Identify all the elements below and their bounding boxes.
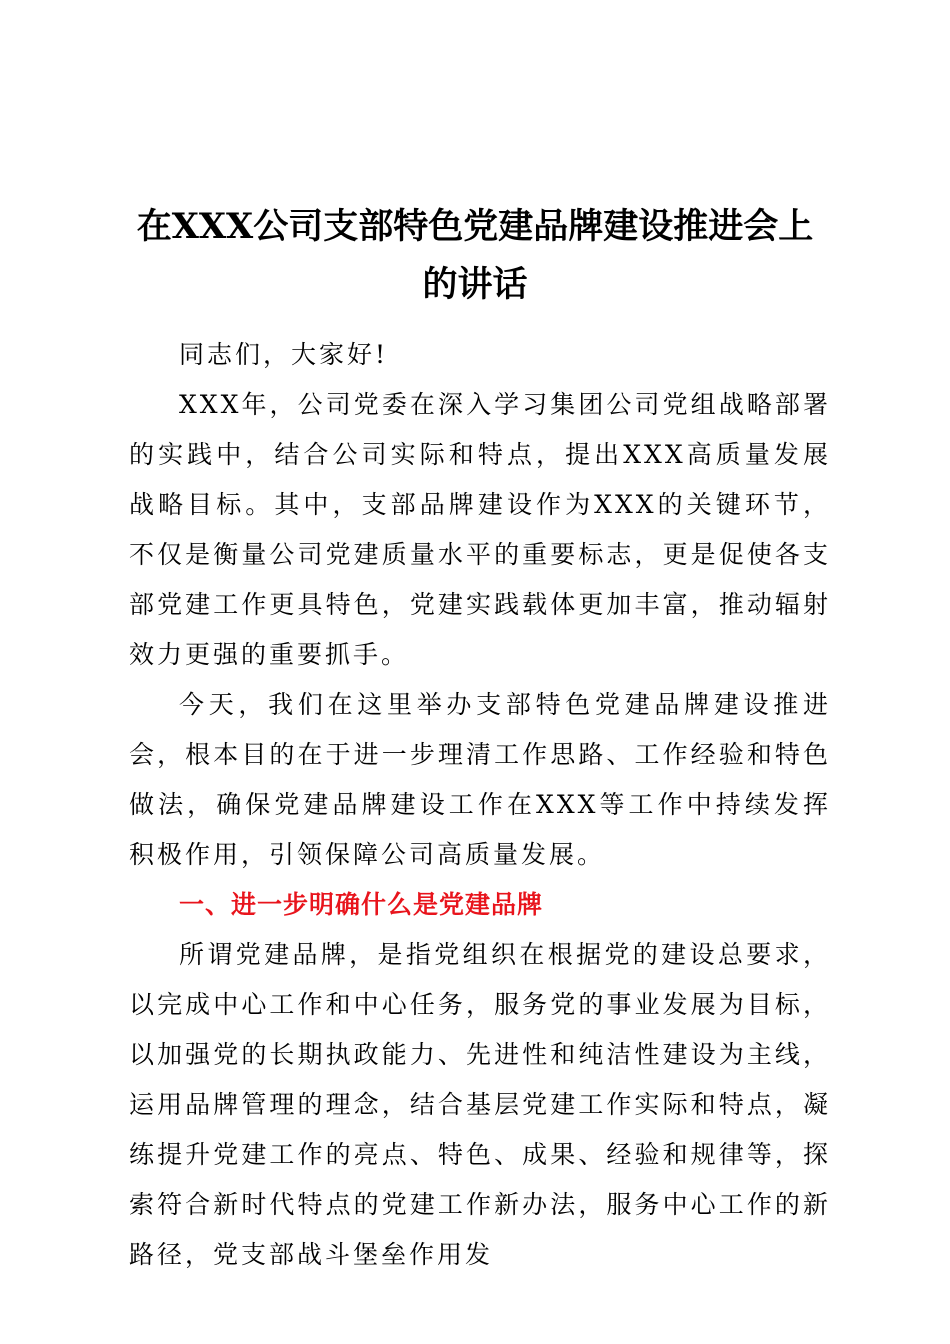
document-title: 在XXX公司支部特色党建品牌建设推进会上的讲话 <box>136 206 814 305</box>
greeting-paragraph: 同志们，大家好! <box>179 340 389 369</box>
section-paragraph: 所谓党建品牌，是指党组织在根据党的建设总要求，以完成中心工作和中心任务，服务党的事业发展为目标，以加强党的长期执政能力、先进性和纯洁性建设为主线，运用品牌管理的理念，结合基层党建工作实际和特点，凝练提升党建工作的亮点、特色、成果、经验和规律等，探索符合新时代特点的党建工作新办法，服务中心工作的新路径，党支部战斗堡垒作用发 <box>129 940 831 1269</box>
document-body <box>129 330 831 1280</box>
body-paragraph: XXX年，公司党委在深入学习集团公司党组战略部署的实践中，结合公司实际和特点，提出XXX高质量发展战略目标。其中，支部品牌建设作为XXX的关键环节，不仅是衡量公司党建质量水平的重要标志，更是促使各支部党建工作更具特色，党建实践载体更加丰富，推动辐射效力更强的重要抓手。 <box>129 390 831 669</box>
body-paragraph: 今天，我们在这里举办支部特色党建品牌建设推进会，根本目的在于进一步理清工作思路、工作经验和特色做法，确保党建品牌建设工作在XXX等工作中持续发挥积极作用，引领保障公司高质量发展。 <box>129 690 831 869</box>
section-heading: 一、进一步明确什么是党建品牌 <box>179 890 544 919</box>
